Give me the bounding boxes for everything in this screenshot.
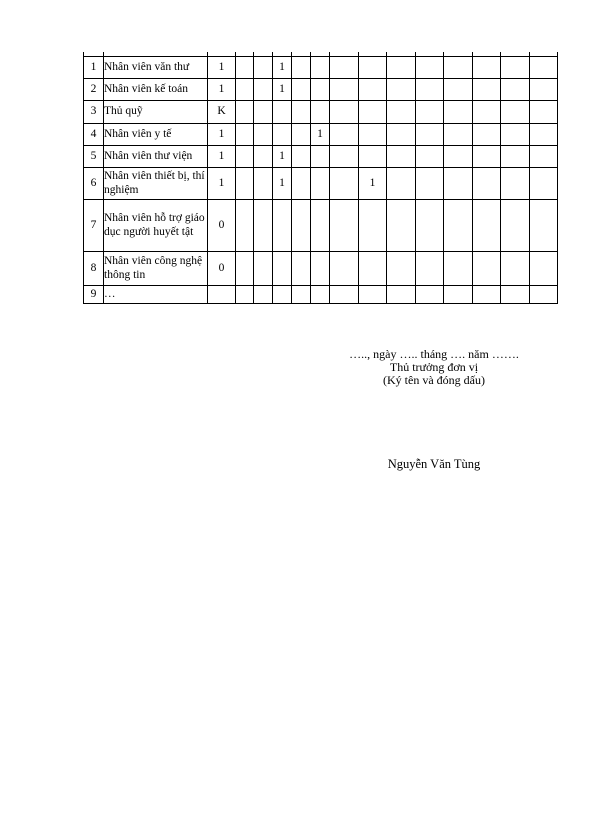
row-name-cell: Thủ quỹ [104,101,208,124]
value-cell [444,146,473,168]
value-cell [311,168,330,200]
value-cell [273,252,292,286]
value-cell [387,200,416,252]
value-cell [254,101,273,124]
table-row [84,146,558,168]
value-cell [387,79,416,101]
value-cell [330,146,359,168]
value-cell [444,79,473,101]
value-cell: 1 [208,168,236,200]
row-name-cell: Nhân viên thiết bị, thí nghiệm [104,168,208,200]
value-cell [311,286,330,304]
value-cell [292,168,311,200]
value-cell [387,101,416,124]
value-cell [236,101,254,124]
value-cell [416,286,444,304]
table-row [84,200,558,252]
row-number-cell: 4 [84,124,104,146]
value-cell: 0 [208,200,236,252]
value-cell [330,252,359,286]
value-cell [292,57,311,79]
value-cell [236,57,254,79]
value-cell [444,168,473,200]
value-cell [311,79,330,101]
table-row [84,101,558,124]
value-cell [273,101,292,124]
value-cell [501,168,530,200]
value-cell [330,57,359,79]
value-cell [530,286,558,304]
value-cell [292,146,311,168]
value-cell [311,252,330,286]
row-number-cell: 1 [84,57,104,79]
value-cell: 1 [359,168,387,200]
value-cell [387,57,416,79]
value-cell [444,252,473,286]
value-cell [254,124,273,146]
value-cell [387,124,416,146]
value-cell [416,124,444,146]
value-cell [236,252,254,286]
value-cell [473,79,501,101]
value-cell [236,146,254,168]
row-number-cell: 9 [84,286,104,304]
value-cell [273,286,292,304]
value-cell [501,79,530,101]
table-row [84,286,558,304]
value-cell [530,124,558,146]
value-cell: 1 [273,57,292,79]
value-cell [292,252,311,286]
value-cell [501,101,530,124]
value-cell [359,252,387,286]
value-cell [444,200,473,252]
row-number-cell: 6 [84,168,104,200]
value-cell [330,124,359,146]
table-row [84,252,558,286]
value-cell [236,286,254,304]
value-cell [530,79,558,101]
value-cell [330,168,359,200]
staff-table-body [84,52,558,304]
value-cell [444,124,473,146]
row-name-cell: Nhân viên văn thư [104,57,208,79]
value-cell [501,252,530,286]
value-cell [416,168,444,200]
value-cell [254,79,273,101]
value-cell [473,146,501,168]
value-cell [530,200,558,252]
value-cell [416,252,444,286]
value-cell [530,101,558,124]
value-cell [387,286,416,304]
value-cell [292,124,311,146]
value-cell [236,79,254,101]
row-number-cell: 3 [84,101,104,124]
value-cell [254,286,273,304]
value-cell [273,200,292,252]
value-cell [501,57,530,79]
value-cell: 1 [208,79,236,101]
value-cell [416,57,444,79]
signature-title: Thủ trưởng đơn vị [389,360,479,374]
value-cell [530,252,558,286]
value-cell: 1 [273,168,292,200]
signature-block [334,348,534,387]
value-cell [254,168,273,200]
value-cell [530,146,558,168]
row-name-cell: Nhân viên thư viện [104,146,208,168]
value-cell [501,146,530,168]
value-cell [359,286,387,304]
value-cell: 1 [311,124,330,146]
value-cell [311,146,330,168]
row-name-cell: Nhân viên hỗ trợ giáo dục người huyết tật [104,200,208,252]
value-cell [311,101,330,124]
value-cell [359,124,387,146]
value-cell [273,124,292,146]
value-cell: 1 [273,146,292,168]
value-cell [254,146,273,168]
value-cell [359,57,387,79]
value-cell [254,200,273,252]
value-cell [292,79,311,101]
value-cell [473,168,501,200]
table-row [84,168,558,200]
value-cell: 0 [208,252,236,286]
value-cell [444,286,473,304]
row-number-cell: 2 [84,79,104,101]
value-cell [416,101,444,124]
row-number-cell: 5 [84,146,104,168]
value-cell: K [208,101,236,124]
value-cell [444,101,473,124]
value-cell [501,286,530,304]
value-cell [416,79,444,101]
value-cell [330,200,359,252]
value-cell [387,252,416,286]
value-cell [530,57,558,79]
value-cell [359,101,387,124]
value-cell [359,146,387,168]
signer-name: Nguyễn Văn Tùng [387,457,481,471]
value-cell [208,286,236,304]
value-cell [330,286,359,304]
value-cell [444,57,473,79]
row-name-cell: Nhân viên y tế [104,124,208,146]
value-cell [292,286,311,304]
value-cell [359,79,387,101]
value-cell [530,168,558,200]
row-name-cell: Nhân viên công nghệ thông tin [104,252,208,286]
value-cell [416,146,444,168]
value-cell [292,200,311,252]
value-cell [254,57,273,79]
value-cell [254,252,273,286]
value-cell [473,101,501,124]
value-cell [236,124,254,146]
table-row [84,79,558,101]
value-cell [292,101,311,124]
value-cell: 1 [208,57,236,79]
value-cell [501,124,530,146]
value-cell [236,200,254,252]
value-cell [236,168,254,200]
value-cell [359,200,387,252]
value-cell: 1 [208,146,236,168]
staff-table [83,52,558,304]
row-number-cell: 7 [84,200,104,252]
table-row [84,124,558,146]
value-cell: 1 [273,79,292,101]
value-cell [330,101,359,124]
signature-date-line: ….., ngày ….. tháng …. năm ……. [349,347,519,361]
value-cell [501,200,530,252]
value-cell: 1 [208,124,236,146]
row-name-cell: … [104,286,208,304]
value-cell [473,252,501,286]
value-cell [416,200,444,252]
value-cell [473,286,501,304]
value-cell [311,200,330,252]
row-name-cell: Nhân viên kế toán [104,79,208,101]
value-cell [387,168,416,200]
row-number-cell: 8 [84,252,104,286]
value-cell [387,146,416,168]
signature-note: (Ký tên và đóng dấu) [383,373,485,387]
value-cell [311,57,330,79]
value-cell [473,57,501,79]
value-cell [473,124,501,146]
value-cell [330,79,359,101]
table-row [84,57,558,79]
value-cell [473,200,501,252]
